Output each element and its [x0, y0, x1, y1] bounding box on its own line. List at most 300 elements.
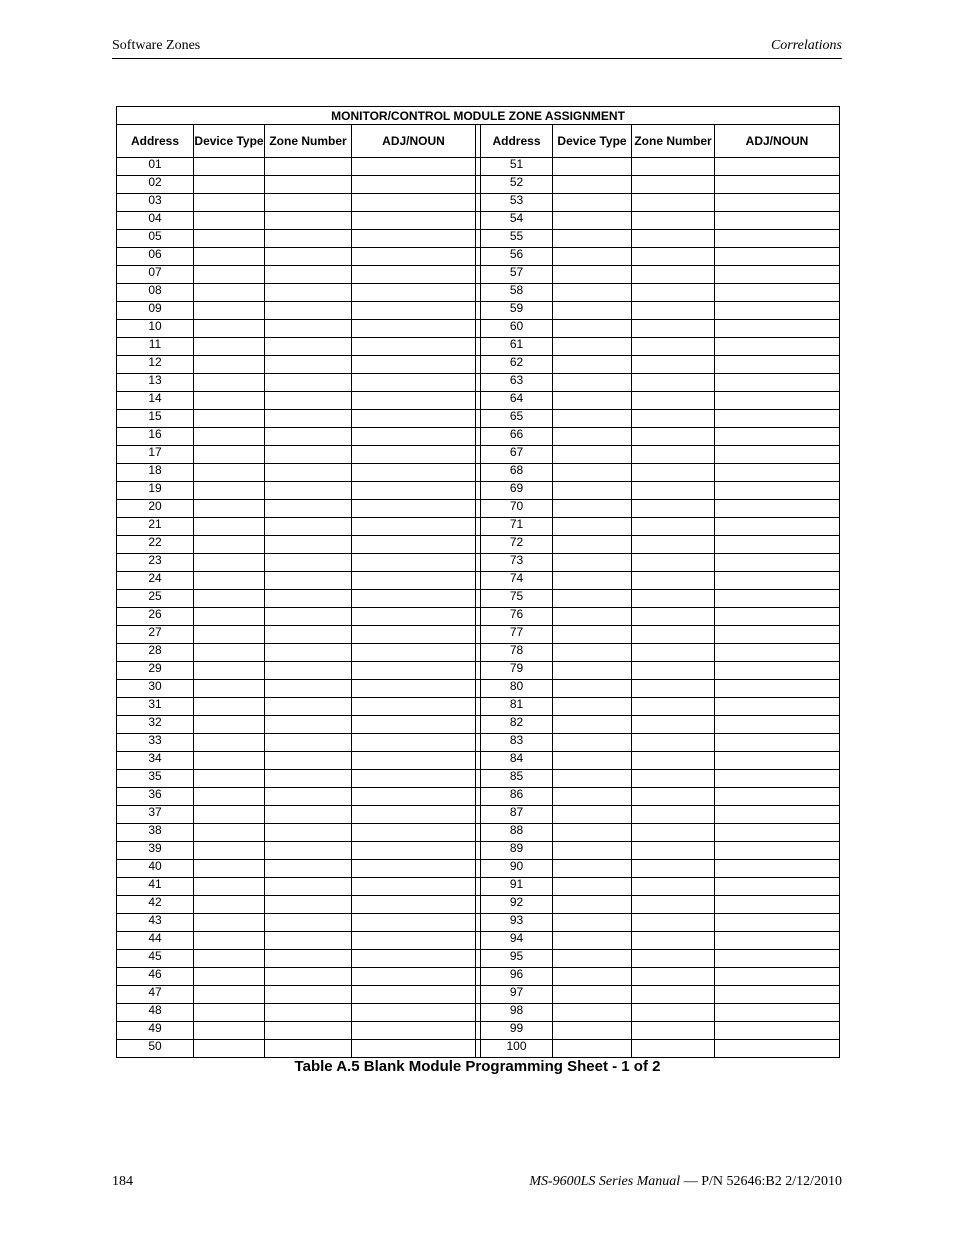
zone-number-cell[interactable] [632, 230, 715, 248]
adj-noun-cell[interactable] [715, 374, 840, 392]
zone-number-cell[interactable] [632, 806, 715, 824]
adj-noun-cell[interactable] [352, 572, 476, 590]
adj-noun-cell[interactable] [352, 806, 476, 824]
zone-number-cell[interactable] [265, 446, 352, 464]
zone-number-cell[interactable] [632, 500, 715, 518]
adj-noun-cell[interactable] [715, 572, 840, 590]
device-type-cell[interactable] [194, 788, 265, 806]
device-type-cell[interactable] [553, 608, 632, 626]
zone-number-cell[interactable] [632, 842, 715, 860]
adj-noun-cell[interactable] [352, 788, 476, 806]
adj-noun-cell[interactable] [352, 266, 476, 284]
device-type-cell[interactable] [553, 878, 632, 896]
zone-number-cell[interactable] [632, 266, 715, 284]
device-type-cell[interactable] [194, 824, 265, 842]
device-type-cell[interactable] [194, 572, 265, 590]
device-type-cell[interactable] [553, 626, 632, 644]
adj-noun-cell[interactable] [352, 1004, 476, 1022]
zone-number-cell[interactable] [265, 392, 352, 410]
adj-noun-cell[interactable] [352, 158, 476, 176]
device-type-cell[interactable] [194, 428, 265, 446]
adj-noun-cell[interactable] [352, 554, 476, 572]
device-type-cell[interactable] [553, 302, 632, 320]
adj-noun-cell[interactable] [715, 698, 840, 716]
zone-number-cell[interactable] [632, 302, 715, 320]
zone-number-cell[interactable] [265, 734, 352, 752]
adj-noun-cell[interactable] [715, 392, 840, 410]
adj-noun-cell[interactable] [352, 950, 476, 968]
zone-number-cell[interactable] [265, 770, 352, 788]
adj-noun-cell[interactable] [715, 644, 840, 662]
device-type-cell[interactable] [553, 644, 632, 662]
adj-noun-cell[interactable] [715, 914, 840, 932]
adj-noun-cell[interactable] [352, 284, 476, 302]
adj-noun-cell[interactable] [715, 590, 840, 608]
adj-noun-cell[interactable] [352, 356, 476, 374]
zone-number-cell[interactable] [265, 608, 352, 626]
zone-number-cell[interactable] [632, 464, 715, 482]
zone-number-cell[interactable] [265, 374, 352, 392]
adj-noun-cell[interactable] [715, 716, 840, 734]
adj-noun-cell[interactable] [352, 464, 476, 482]
zone-number-cell[interactable] [632, 680, 715, 698]
device-type-cell[interactable] [553, 986, 632, 1004]
adj-noun-cell[interactable] [715, 176, 840, 194]
adj-noun-cell[interactable] [352, 644, 476, 662]
adj-noun-cell[interactable] [715, 356, 840, 374]
device-type-cell[interactable] [194, 662, 265, 680]
adj-noun-cell[interactable] [352, 1022, 476, 1040]
zone-number-cell[interactable] [632, 896, 715, 914]
zone-number-cell[interactable] [632, 608, 715, 626]
zone-number-cell[interactable] [632, 248, 715, 266]
zone-number-cell[interactable] [265, 230, 352, 248]
device-type-cell[interactable] [194, 680, 265, 698]
zone-number-cell[interactable] [632, 446, 715, 464]
zone-number-cell[interactable] [265, 968, 352, 986]
device-type-cell[interactable] [553, 1004, 632, 1022]
adj-noun-cell[interactable] [352, 518, 476, 536]
adj-noun-cell[interactable] [715, 194, 840, 212]
adj-noun-cell[interactable] [352, 428, 476, 446]
device-type-cell[interactable] [194, 716, 265, 734]
zone-number-cell[interactable] [265, 356, 352, 374]
device-type-cell[interactable] [553, 914, 632, 932]
zone-number-cell[interactable] [265, 662, 352, 680]
device-type-cell[interactable] [194, 212, 265, 230]
zone-number-cell[interactable] [265, 878, 352, 896]
zone-number-cell[interactable] [265, 176, 352, 194]
device-type-cell[interactable] [553, 824, 632, 842]
zone-number-cell[interactable] [265, 572, 352, 590]
device-type-cell[interactable] [553, 698, 632, 716]
adj-noun-cell[interactable] [352, 986, 476, 1004]
adj-noun-cell[interactable] [352, 320, 476, 338]
adj-noun-cell[interactable] [352, 1040, 476, 1058]
device-type-cell[interactable] [194, 266, 265, 284]
device-type-cell[interactable] [194, 644, 265, 662]
zone-number-cell[interactable] [265, 248, 352, 266]
adj-noun-cell[interactable] [715, 752, 840, 770]
zone-number-cell[interactable] [632, 518, 715, 536]
adj-noun-cell[interactable] [715, 482, 840, 500]
adj-noun-cell[interactable] [715, 338, 840, 356]
device-type-cell[interactable] [194, 320, 265, 338]
device-type-cell[interactable] [553, 374, 632, 392]
zone-number-cell[interactable] [632, 482, 715, 500]
device-type-cell[interactable] [194, 896, 265, 914]
device-type-cell[interactable] [194, 1022, 265, 1040]
adj-noun-cell[interactable] [715, 410, 840, 428]
zone-number-cell[interactable] [265, 410, 352, 428]
device-type-cell[interactable] [553, 662, 632, 680]
adj-noun-cell[interactable] [352, 716, 476, 734]
adj-noun-cell[interactable] [715, 950, 840, 968]
device-type-cell[interactable] [553, 176, 632, 194]
adj-noun-cell[interactable] [352, 608, 476, 626]
zone-number-cell[interactable] [632, 1022, 715, 1040]
device-type-cell[interactable] [194, 968, 265, 986]
device-type-cell[interactable] [194, 932, 265, 950]
zone-number-cell[interactable] [265, 932, 352, 950]
adj-noun-cell[interactable] [352, 734, 476, 752]
device-type-cell[interactable] [194, 950, 265, 968]
adj-noun-cell[interactable] [715, 734, 840, 752]
device-type-cell[interactable] [194, 446, 265, 464]
device-type-cell[interactable] [194, 608, 265, 626]
zone-number-cell[interactable] [632, 950, 715, 968]
zone-number-cell[interactable] [265, 320, 352, 338]
zone-number-cell[interactable] [265, 194, 352, 212]
adj-noun-cell[interactable] [715, 860, 840, 878]
zone-number-cell[interactable] [632, 158, 715, 176]
zone-number-cell[interactable] [632, 590, 715, 608]
adj-noun-cell[interactable] [352, 536, 476, 554]
adj-noun-cell[interactable] [715, 446, 840, 464]
adj-noun-cell[interactable] [352, 230, 476, 248]
zone-number-cell[interactable] [632, 968, 715, 986]
device-type-cell[interactable] [194, 860, 265, 878]
zone-number-cell[interactable] [632, 716, 715, 734]
zone-number-cell[interactable] [632, 356, 715, 374]
adj-noun-cell[interactable] [715, 1004, 840, 1022]
adj-noun-cell[interactable] [715, 554, 840, 572]
adj-noun-cell[interactable] [352, 302, 476, 320]
adj-noun-cell[interactable] [715, 230, 840, 248]
device-type-cell[interactable] [553, 284, 632, 302]
device-type-cell[interactable] [553, 248, 632, 266]
device-type-cell[interactable] [553, 788, 632, 806]
zone-number-cell[interactable] [632, 626, 715, 644]
device-type-cell[interactable] [553, 1022, 632, 1040]
zone-number-cell[interactable] [632, 878, 715, 896]
zone-number-cell[interactable] [632, 788, 715, 806]
zone-number-cell[interactable] [632, 572, 715, 590]
adj-noun-cell[interactable] [715, 428, 840, 446]
zone-number-cell[interactable] [265, 1004, 352, 1022]
zone-number-cell[interactable] [632, 428, 715, 446]
device-type-cell[interactable] [194, 986, 265, 1004]
device-type-cell[interactable] [194, 248, 265, 266]
device-type-cell[interactable] [194, 842, 265, 860]
device-type-cell[interactable] [194, 590, 265, 608]
device-type-cell[interactable] [553, 356, 632, 374]
adj-noun-cell[interactable] [715, 626, 840, 644]
device-type-cell[interactable] [553, 320, 632, 338]
zone-number-cell[interactable] [265, 536, 352, 554]
adj-noun-cell[interactable] [352, 878, 476, 896]
zone-number-cell[interactable] [632, 734, 715, 752]
adj-noun-cell[interactable] [352, 698, 476, 716]
device-type-cell[interactable] [194, 482, 265, 500]
device-type-cell[interactable] [553, 392, 632, 410]
device-type-cell[interactable] [553, 806, 632, 824]
device-type-cell[interactable] [194, 410, 265, 428]
zone-number-cell[interactable] [265, 986, 352, 1004]
device-type-cell[interactable] [194, 158, 265, 176]
device-type-cell[interactable] [194, 338, 265, 356]
adj-noun-cell[interactable] [715, 842, 840, 860]
adj-noun-cell[interactable] [715, 266, 840, 284]
device-type-cell[interactable] [194, 698, 265, 716]
adj-noun-cell[interactable] [715, 536, 840, 554]
device-type-cell[interactable] [194, 230, 265, 248]
zone-number-cell[interactable] [265, 554, 352, 572]
device-type-cell[interactable] [194, 914, 265, 932]
zone-number-cell[interactable] [265, 788, 352, 806]
device-type-cell[interactable] [194, 302, 265, 320]
adj-noun-cell[interactable] [352, 410, 476, 428]
adj-noun-cell[interactable] [352, 932, 476, 950]
device-type-cell[interactable] [553, 770, 632, 788]
zone-number-cell[interactable] [265, 626, 352, 644]
adj-noun-cell[interactable] [352, 482, 476, 500]
adj-noun-cell[interactable] [352, 446, 476, 464]
adj-noun-cell[interactable] [715, 806, 840, 824]
device-type-cell[interactable] [194, 356, 265, 374]
device-type-cell[interactable] [194, 734, 265, 752]
device-type-cell[interactable] [553, 410, 632, 428]
device-type-cell[interactable] [194, 464, 265, 482]
device-type-cell[interactable] [194, 374, 265, 392]
adj-noun-cell[interactable] [352, 896, 476, 914]
adj-noun-cell[interactable] [715, 896, 840, 914]
zone-number-cell[interactable] [632, 176, 715, 194]
zone-number-cell[interactable] [265, 644, 352, 662]
adj-noun-cell[interactable] [715, 878, 840, 896]
zone-number-cell[interactable] [265, 806, 352, 824]
zone-number-cell[interactable] [265, 914, 352, 932]
device-type-cell[interactable] [553, 950, 632, 968]
zone-number-cell[interactable] [632, 1040, 715, 1058]
device-type-cell[interactable] [553, 158, 632, 176]
adj-noun-cell[interactable] [352, 752, 476, 770]
adj-noun-cell[interactable] [715, 770, 840, 788]
device-type-cell[interactable] [553, 716, 632, 734]
device-type-cell[interactable] [553, 860, 632, 878]
zone-number-cell[interactable] [632, 1004, 715, 1022]
adj-noun-cell[interactable] [352, 914, 476, 932]
zone-number-cell[interactable] [265, 824, 352, 842]
zone-number-cell[interactable] [632, 698, 715, 716]
adj-noun-cell[interactable] [715, 158, 840, 176]
zone-number-cell[interactable] [632, 824, 715, 842]
adj-noun-cell[interactable] [352, 824, 476, 842]
adj-noun-cell[interactable] [352, 626, 476, 644]
zone-number-cell[interactable] [265, 1040, 352, 1058]
zone-number-cell[interactable] [265, 500, 352, 518]
device-type-cell[interactable] [194, 878, 265, 896]
device-type-cell[interactable] [553, 338, 632, 356]
device-type-cell[interactable] [194, 1040, 265, 1058]
adj-noun-cell[interactable] [715, 662, 840, 680]
adj-noun-cell[interactable] [715, 248, 840, 266]
zone-number-cell[interactable] [632, 932, 715, 950]
zone-number-cell[interactable] [265, 464, 352, 482]
zone-number-cell[interactable] [632, 644, 715, 662]
device-type-cell[interactable] [553, 500, 632, 518]
zone-number-cell[interactable] [632, 860, 715, 878]
zone-number-cell[interactable] [265, 950, 352, 968]
device-type-cell[interactable] [553, 680, 632, 698]
device-type-cell[interactable] [553, 554, 632, 572]
device-type-cell[interactable] [553, 428, 632, 446]
adj-noun-cell[interactable] [715, 824, 840, 842]
adj-noun-cell[interactable] [715, 986, 840, 1004]
zone-number-cell[interactable] [632, 410, 715, 428]
adj-noun-cell[interactable] [352, 194, 476, 212]
zone-number-cell[interactable] [632, 194, 715, 212]
zone-number-cell[interactable] [265, 680, 352, 698]
adj-noun-cell[interactable] [352, 842, 476, 860]
device-type-cell[interactable] [194, 536, 265, 554]
zone-number-cell[interactable] [265, 428, 352, 446]
adj-noun-cell[interactable] [715, 518, 840, 536]
device-type-cell[interactable] [194, 1004, 265, 1022]
zone-number-cell[interactable] [632, 986, 715, 1004]
zone-number-cell[interactable] [265, 158, 352, 176]
adj-noun-cell[interactable] [715, 500, 840, 518]
zone-number-cell[interactable] [632, 320, 715, 338]
zone-number-cell[interactable] [632, 662, 715, 680]
adj-noun-cell[interactable] [715, 302, 840, 320]
device-type-cell[interactable] [553, 1040, 632, 1058]
device-type-cell[interactable] [194, 518, 265, 536]
zone-number-cell[interactable] [632, 554, 715, 572]
device-type-cell[interactable] [553, 230, 632, 248]
adj-noun-cell[interactable] [715, 320, 840, 338]
adj-noun-cell[interactable] [352, 338, 476, 356]
device-type-cell[interactable] [553, 932, 632, 950]
adj-noun-cell[interactable] [352, 392, 476, 410]
adj-noun-cell[interactable] [715, 608, 840, 626]
adj-noun-cell[interactable] [352, 590, 476, 608]
zone-number-cell[interactable] [265, 752, 352, 770]
adj-noun-cell[interactable] [715, 1040, 840, 1058]
adj-noun-cell[interactable] [715, 1022, 840, 1040]
device-type-cell[interactable] [553, 536, 632, 554]
adj-noun-cell[interactable] [352, 500, 476, 518]
zone-number-cell[interactable] [265, 302, 352, 320]
device-type-cell[interactable] [194, 554, 265, 572]
device-type-cell[interactable] [553, 590, 632, 608]
adj-noun-cell[interactable] [352, 968, 476, 986]
zone-number-cell[interactable] [632, 374, 715, 392]
device-type-cell[interactable] [553, 842, 632, 860]
adj-noun-cell[interactable] [352, 860, 476, 878]
adj-noun-cell[interactable] [352, 212, 476, 230]
device-type-cell[interactable] [194, 752, 265, 770]
zone-number-cell[interactable] [265, 338, 352, 356]
zone-number-cell[interactable] [632, 770, 715, 788]
adj-noun-cell[interactable] [715, 788, 840, 806]
device-type-cell[interactable] [553, 464, 632, 482]
device-type-cell[interactable] [194, 392, 265, 410]
device-type-cell[interactable] [553, 752, 632, 770]
adj-noun-cell[interactable] [352, 248, 476, 266]
zone-number-cell[interactable] [632, 536, 715, 554]
zone-number-cell[interactable] [265, 212, 352, 230]
device-type-cell[interactable] [553, 518, 632, 536]
device-type-cell[interactable] [194, 626, 265, 644]
adj-noun-cell[interactable] [715, 464, 840, 482]
device-type-cell[interactable] [553, 896, 632, 914]
device-type-cell[interactable] [194, 284, 265, 302]
adj-noun-cell[interactable] [715, 212, 840, 230]
device-type-cell[interactable] [553, 572, 632, 590]
adj-noun-cell[interactable] [715, 680, 840, 698]
device-type-cell[interactable] [553, 266, 632, 284]
adj-noun-cell[interactable] [352, 662, 476, 680]
zone-number-cell[interactable] [632, 914, 715, 932]
zone-number-cell[interactable] [265, 590, 352, 608]
adj-noun-cell[interactable] [352, 374, 476, 392]
adj-noun-cell[interactable] [352, 770, 476, 788]
device-type-cell[interactable] [553, 734, 632, 752]
device-type-cell[interactable] [553, 212, 632, 230]
zone-number-cell[interactable] [632, 392, 715, 410]
zone-number-cell[interactable] [632, 212, 715, 230]
device-type-cell[interactable] [194, 770, 265, 788]
adj-noun-cell[interactable] [715, 932, 840, 950]
device-type-cell[interactable] [553, 446, 632, 464]
zone-number-cell[interactable] [632, 284, 715, 302]
zone-number-cell[interactable] [265, 698, 352, 716]
device-type-cell[interactable] [553, 482, 632, 500]
zone-number-cell[interactable] [632, 338, 715, 356]
device-type-cell[interactable] [194, 806, 265, 824]
device-type-cell[interactable] [194, 176, 265, 194]
device-type-cell[interactable] [194, 194, 265, 212]
device-type-cell[interactable] [553, 194, 632, 212]
zone-number-cell[interactable] [265, 896, 352, 914]
zone-number-cell[interactable] [265, 284, 352, 302]
zone-number-cell[interactable] [265, 266, 352, 284]
zone-number-cell[interactable] [265, 1022, 352, 1040]
adj-noun-cell[interactable] [715, 284, 840, 302]
adj-noun-cell[interactable] [352, 176, 476, 194]
zone-number-cell[interactable] [265, 482, 352, 500]
zone-number-cell[interactable] [632, 752, 715, 770]
zone-number-cell[interactable] [265, 842, 352, 860]
adj-noun-cell[interactable] [715, 968, 840, 986]
device-type-cell[interactable] [194, 500, 265, 518]
adj-noun-cell[interactable] [352, 680, 476, 698]
zone-number-cell[interactable] [265, 716, 352, 734]
device-type-cell[interactable] [553, 968, 632, 986]
zone-number-cell[interactable] [265, 518, 352, 536]
zone-number-cell[interactable] [265, 860, 352, 878]
